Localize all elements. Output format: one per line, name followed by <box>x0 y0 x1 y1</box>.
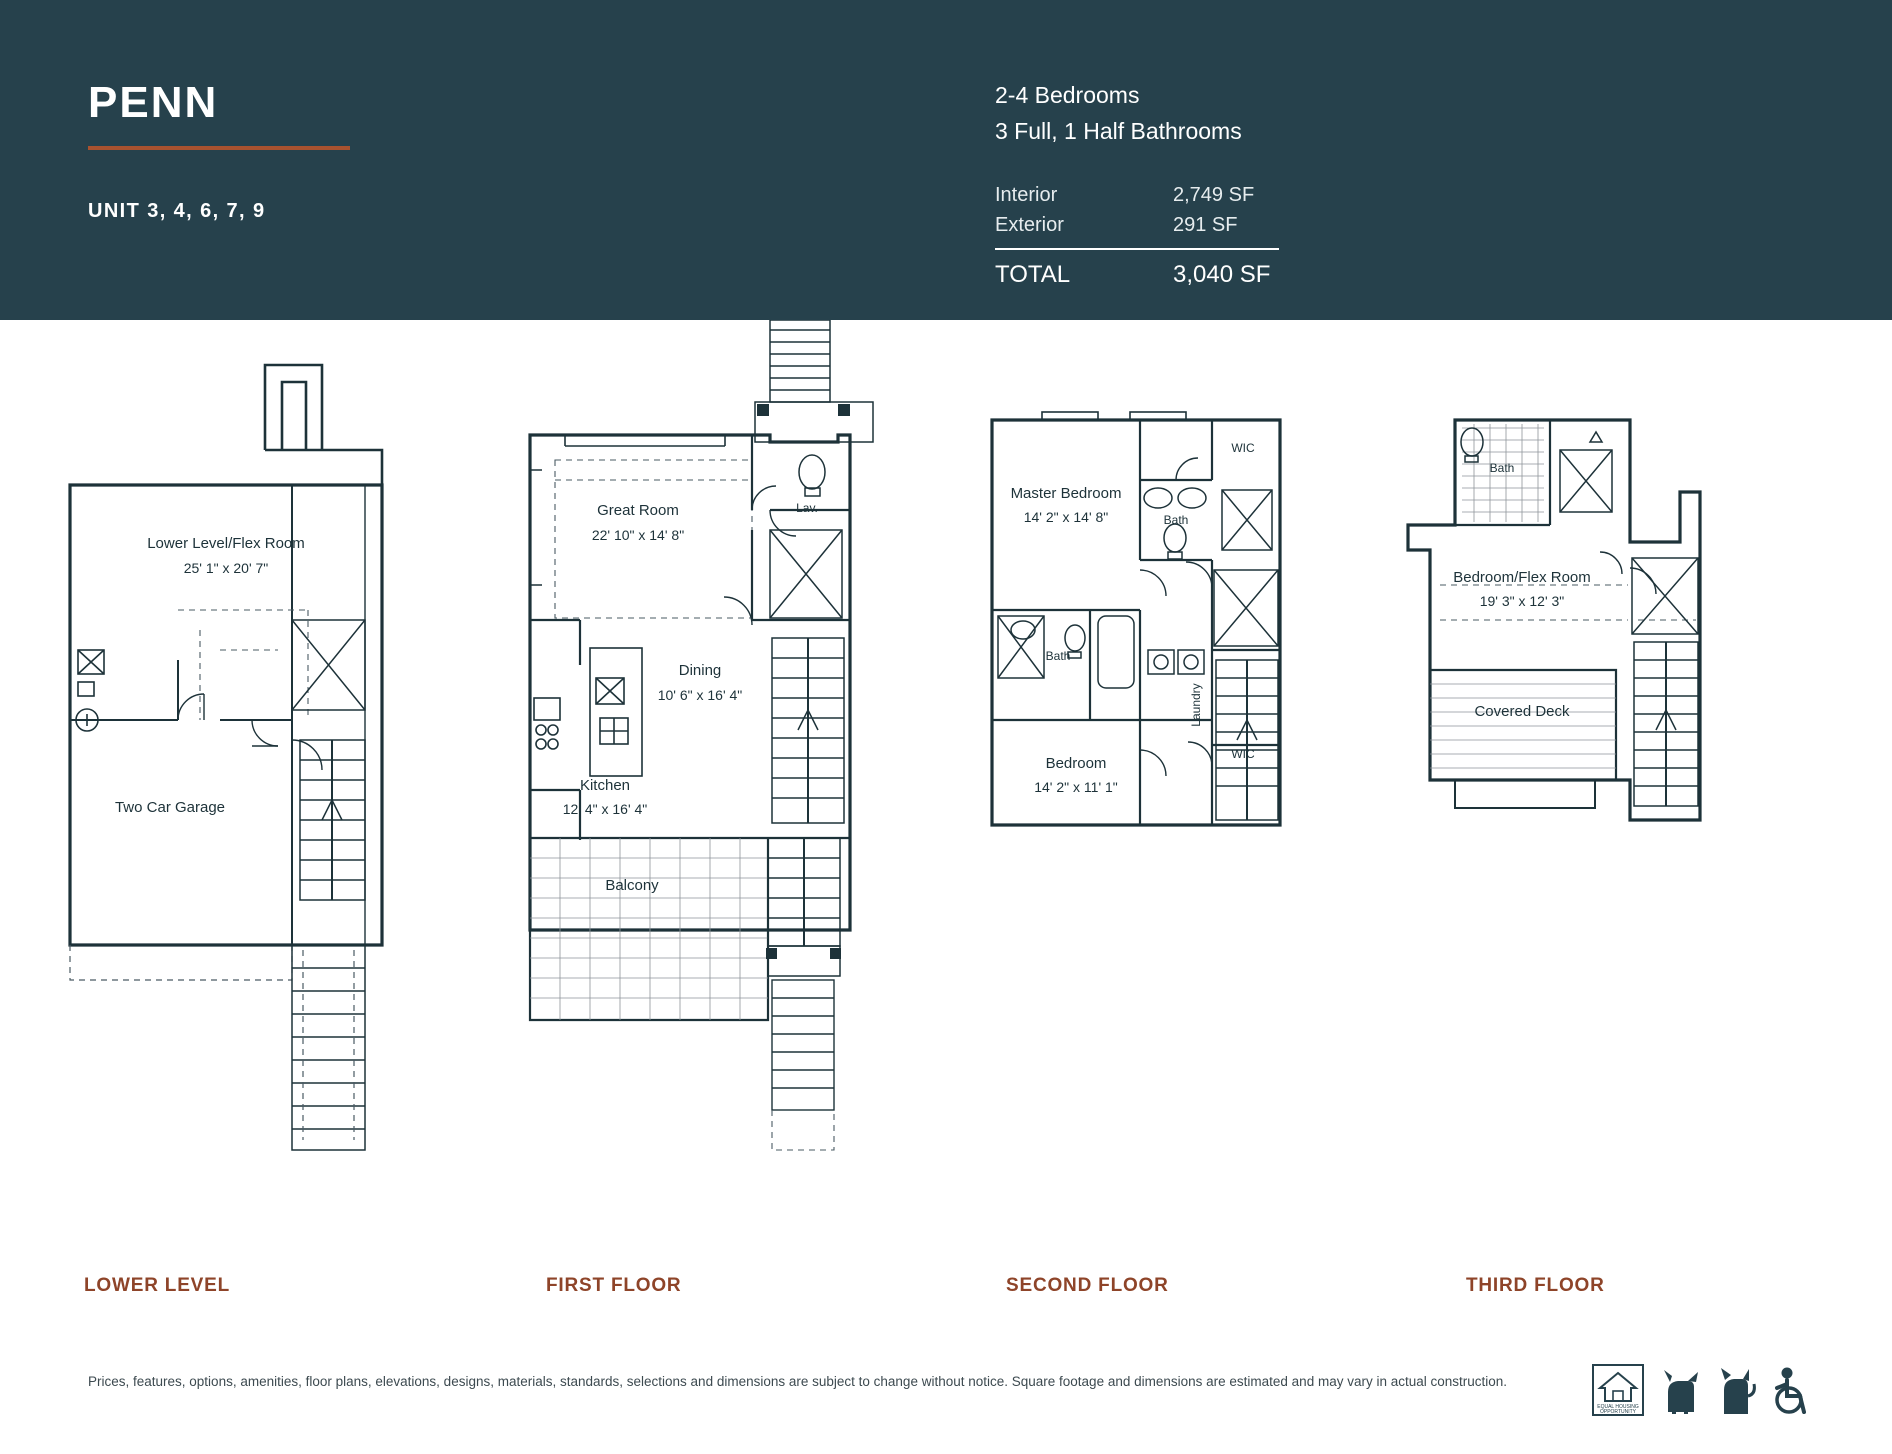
floorplan-first-floor <box>520 320 940 1320</box>
badge-group <box>1592 1364 1812 1416</box>
third-floor-drawing <box>1400 320 1840 1260</box>
area-divider <box>995 248 1279 250</box>
room-dim-lower-flex: 25' 1" x 20' 7" <box>183 560 269 576</box>
accessibility-icon <box>1770 1366 1812 1416</box>
room-label-bedroom-flex: Bedroom/Flex Room <box>1453 569 1591 586</box>
room-label-master-bedroom: Master Bedroom <box>1010 485 1122 502</box>
floor-caption-first-floor: FIRST FLOOR <box>546 1275 682 1296</box>
total-area-value: 3,040 SF <box>1173 261 1271 288</box>
page-title: PENN <box>88 78 219 127</box>
total-area-row <box>995 260 1295 290</box>
lower-level-drawing <box>60 320 480 1260</box>
floorplan-second-floor <box>980 320 1400 1320</box>
interior-area-value: 2,749 SF <box>1173 184 1255 206</box>
cat-icon <box>1716 1366 1756 1416</box>
equal-housing-opportunity-icon <box>1592 1364 1644 1416</box>
dog-icon <box>1658 1366 1702 1416</box>
interior-area-label: Interior <box>995 184 1058 206</box>
title-underline <box>88 146 350 150</box>
area-summary <box>995 180 1295 290</box>
total-area-label: TOTAL <box>995 261 1071 288</box>
room-dim-bedroom: 14' 2" x 11' 1" <box>1034 779 1118 795</box>
interior-area-row <box>995 180 1295 210</box>
room-dim-bedroom-flex: 19' 3" x 12' 3" <box>1479 593 1565 609</box>
floor-caption-second-floor: SECOND FLOOR <box>1006 1275 1169 1296</box>
bathroom-count: 3 Full, 1 Half Bathrooms <box>995 118 1242 144</box>
room-label-dining: Dining <box>678 662 722 679</box>
room-label-covered-deck: Covered Deck <box>1474 703 1570 720</box>
room-label-balcony: Balcony <box>605 877 659 894</box>
bedroom-count: 2-4 Bedrooms <box>995 82 1140 108</box>
room-dim-master-bedroom: 14' 2" x 14' 8" <box>1023 509 1109 525</box>
room-label-master-bath: Bath <box>1163 513 1189 527</box>
eho-caption-line1: EQUAL HOUSING <box>1597 1404 1639 1410</box>
exterior-area-row <box>995 210 1295 240</box>
exterior-area-value: 291 SF <box>1173 214 1238 236</box>
first-floor-drawing <box>520 320 940 1260</box>
floor-caption-lower-level: LOWER LEVEL <box>84 1275 231 1296</box>
floor-caption-third-floor: THIRD FLOOR <box>1466 1275 1605 1296</box>
second-floor-drawing <box>980 320 1400 1260</box>
room-label-hall-bath: Bath <box>1045 649 1071 663</box>
room-label-laundry: Laundry <box>1189 683 1203 727</box>
room-label-bedroom: Bedroom <box>1045 755 1107 772</box>
floorplan-lower-level <box>60 320 480 1320</box>
disclaimer-text: Prices, features, options, amenities, floor plans, elevations, designs, materials, standards, selections and dimensions are subject to change without notice. Square footage and dimensions are estimated and may vary in actual construction. <box>88 1374 1508 1389</box>
room-dim-kitchen: 12' 4" x 16' 4" <box>562 801 648 817</box>
room-label-third-bath: Bath <box>1489 461 1515 475</box>
room-dim-dining: 10' 6" x 16' 4" <box>657 687 743 703</box>
room-dim-great-room: 22' 10" x 14' 8" <box>591 527 685 543</box>
room-label-kitchen: Kitchen <box>579 777 631 794</box>
eho-caption-line2: OPPORTUNITY <box>1599 1409 1637 1415</box>
unit-list: UNIT 3, 4, 6, 7, 9 <box>88 200 266 222</box>
floorplan-third-floor <box>1400 320 1840 1320</box>
floorplan-row <box>0 320 1892 1320</box>
plan-header <box>0 0 1892 320</box>
room-label-garage: Two Car Garage <box>114 799 226 816</box>
exterior-area-label: Exterior <box>995 214 1064 236</box>
room-label-lower-flex: Lower Level/Flex Room <box>147 535 305 552</box>
room-label-wic-upper: WIC <box>1231 441 1255 455</box>
room-label-great-room: Great Room <box>597 502 679 519</box>
page-footer <box>0 1352 1892 1454</box>
room-label-wic-lower: WIC <box>1231 747 1255 761</box>
room-label-lav: Lav. <box>796 501 818 515</box>
